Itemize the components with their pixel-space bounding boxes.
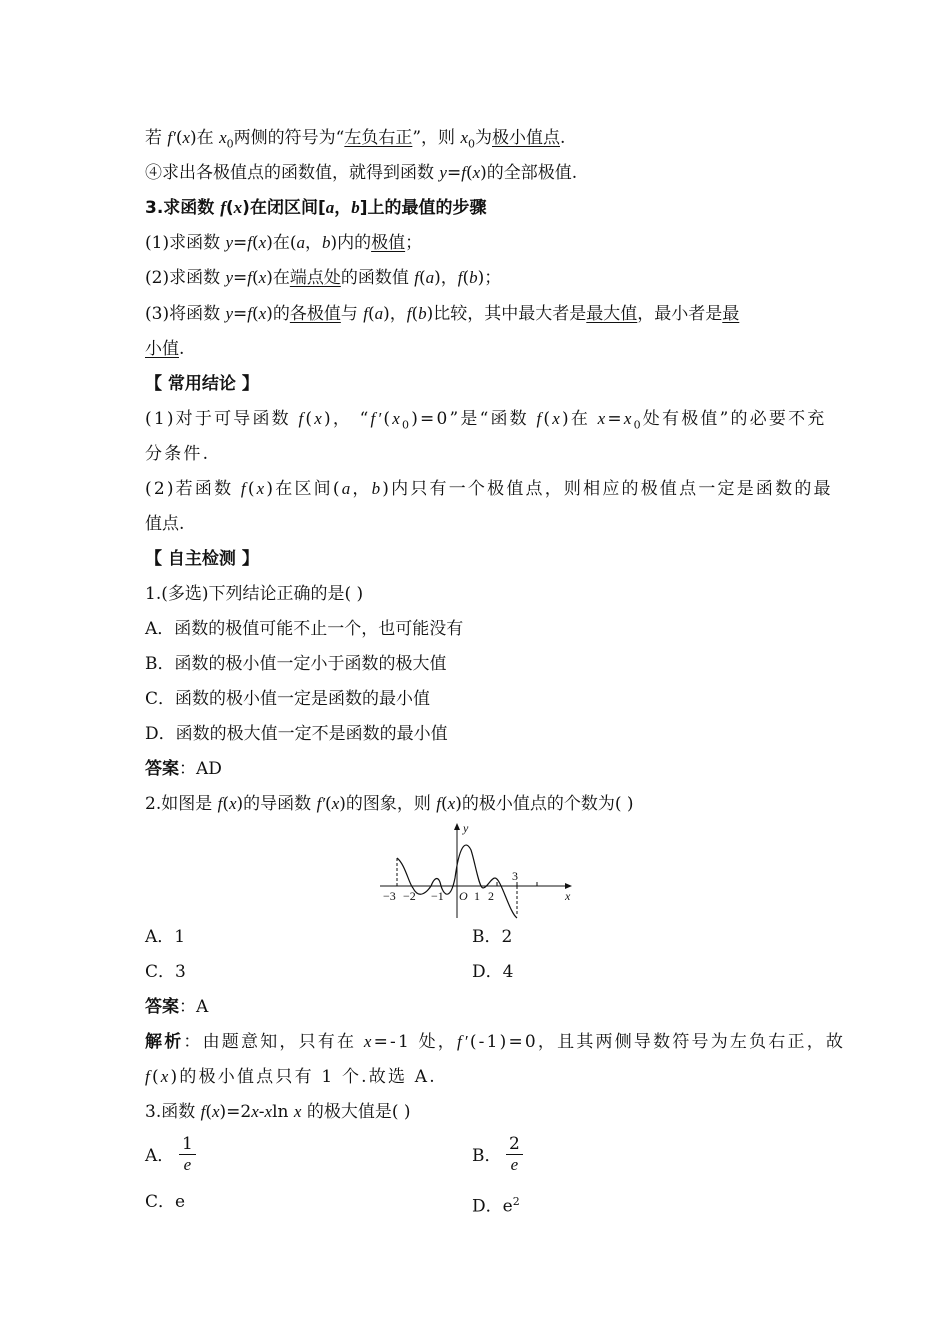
options-row [145, 1190, 810, 1217]
tick-label: 1 [474, 889, 480, 903]
text-line: ④求出各极值点的函数值，就得到函数 y=f(x)的全部极值. [145, 163, 578, 183]
option-a: A．1 [145, 927, 186, 947]
text-line: (3)将函数 y=f(x)的各极值与 f(a)，f(b)比较，其中最大者是最大值，最小者是最 [145, 304, 740, 324]
underlined-term: 最 [722, 304, 740, 324]
answer: 答案：A [145, 997, 209, 1017]
question: 2.如图是 f(x)的导函数 f′(x)的图象，则 f(x)的极小值点的个数为( ) [145, 794, 634, 814]
origin-label: O [459, 889, 468, 903]
tick-label: −2 [403, 889, 416, 903]
option-d: D．4 [472, 962, 514, 982]
options-row [145, 1134, 810, 1178]
fraction-two-over-e: $\frac{2}{e}$ [506, 1134, 523, 1175]
derivative-graph [375, 818, 585, 920]
tick-label: −3 [383, 889, 396, 903]
text-line: 小值. [145, 339, 185, 359]
underlined-term: 左负右正 [344, 128, 413, 148]
text-line: 若 f′(x)在 $x_0$两侧的符号为“左负右正”，则 $x_0$为极小值点. [145, 128, 566, 151]
tick-label: −1 [431, 889, 444, 903]
options-row [145, 960, 810, 984]
option-c: C．e [145, 1192, 186, 1212]
underlined-term: 端点处 [289, 268, 341, 288]
y-axis-arrow [454, 823, 460, 830]
underlined-term: 极小值点 [492, 128, 560, 148]
explanation: 解析：由题意知，只有在 x=-1 处，f′(-1)=0，且其两侧导数符号为左负右正，故 [145, 1032, 846, 1052]
options-row [145, 925, 810, 949]
tick-label: 2 [488, 889, 494, 903]
answer: 答案：AD [145, 759, 222, 779]
fraction-one-over-e: $\frac{1}{e}$ [179, 1134, 196, 1175]
question: 3.函数 f(x)=2x-xln x 的极大值是( ) [145, 1102, 411, 1122]
option-c: C．函数的极小值一定是函数的最小值 [145, 689, 431, 709]
section-heading: 【 自主检测 】 [145, 549, 259, 569]
text-line: (2)若函数 f(x)在区间(a，b)内只有一个极值点，则相应的极值点一定是函数的最 [145, 479, 833, 499]
text-line: (1)求函数 y=f(x)在(a，b)内的极值； [145, 233, 423, 253]
option-c: C．3 [145, 962, 186, 982]
tick-label: 3 [512, 869, 518, 883]
explanation: f(x)的极小值点只有 1 个.故选 A. [145, 1067, 437, 1087]
text-line: 分条件. [145, 444, 211, 464]
option-b: B．2 [472, 927, 513, 947]
underlined-term: 最大值 [586, 304, 638, 324]
underlined-term: 各极值 [289, 304, 341, 324]
section-heading: 【 常用结论 】 [145, 374, 259, 394]
question: 1.(多选)下列结论正确的是( ) [145, 584, 364, 604]
underlined-term: 极值 [371, 233, 406, 253]
option-a: A． [145, 1146, 175, 1166]
text-line: (1)对于可导函数 f(x)， “$f'(x_0)=0$”是“函数 f(x)在 $x=x_0$处有极值”的必要不充 [145, 409, 827, 432]
option-d: D．$e^2$ [472, 1195, 520, 1217]
option-a: A．函数的极值可能不止一个，也可能没有 [145, 619, 464, 639]
underlined-term: 小值 [145, 339, 179, 359]
text-line: (2)求函数 y=f(x)在端点处的函数值 f(a)，f(b)； [145, 268, 502, 288]
y-axis-label: y [463, 821, 469, 835]
text-line: 值点. [145, 514, 185, 534]
option-b: B．函数的极小值一定小于函数的极大值 [145, 654, 447, 674]
option-d: D．函数的极大值一定不是函数的最小值 [145, 724, 448, 744]
option-b: B． [472, 1146, 502, 1166]
section-heading: 3.求函数 f(x)在闭区间[a，b]上的最值的步骤 [145, 198, 487, 218]
x-axis-label: x [565, 889, 571, 903]
